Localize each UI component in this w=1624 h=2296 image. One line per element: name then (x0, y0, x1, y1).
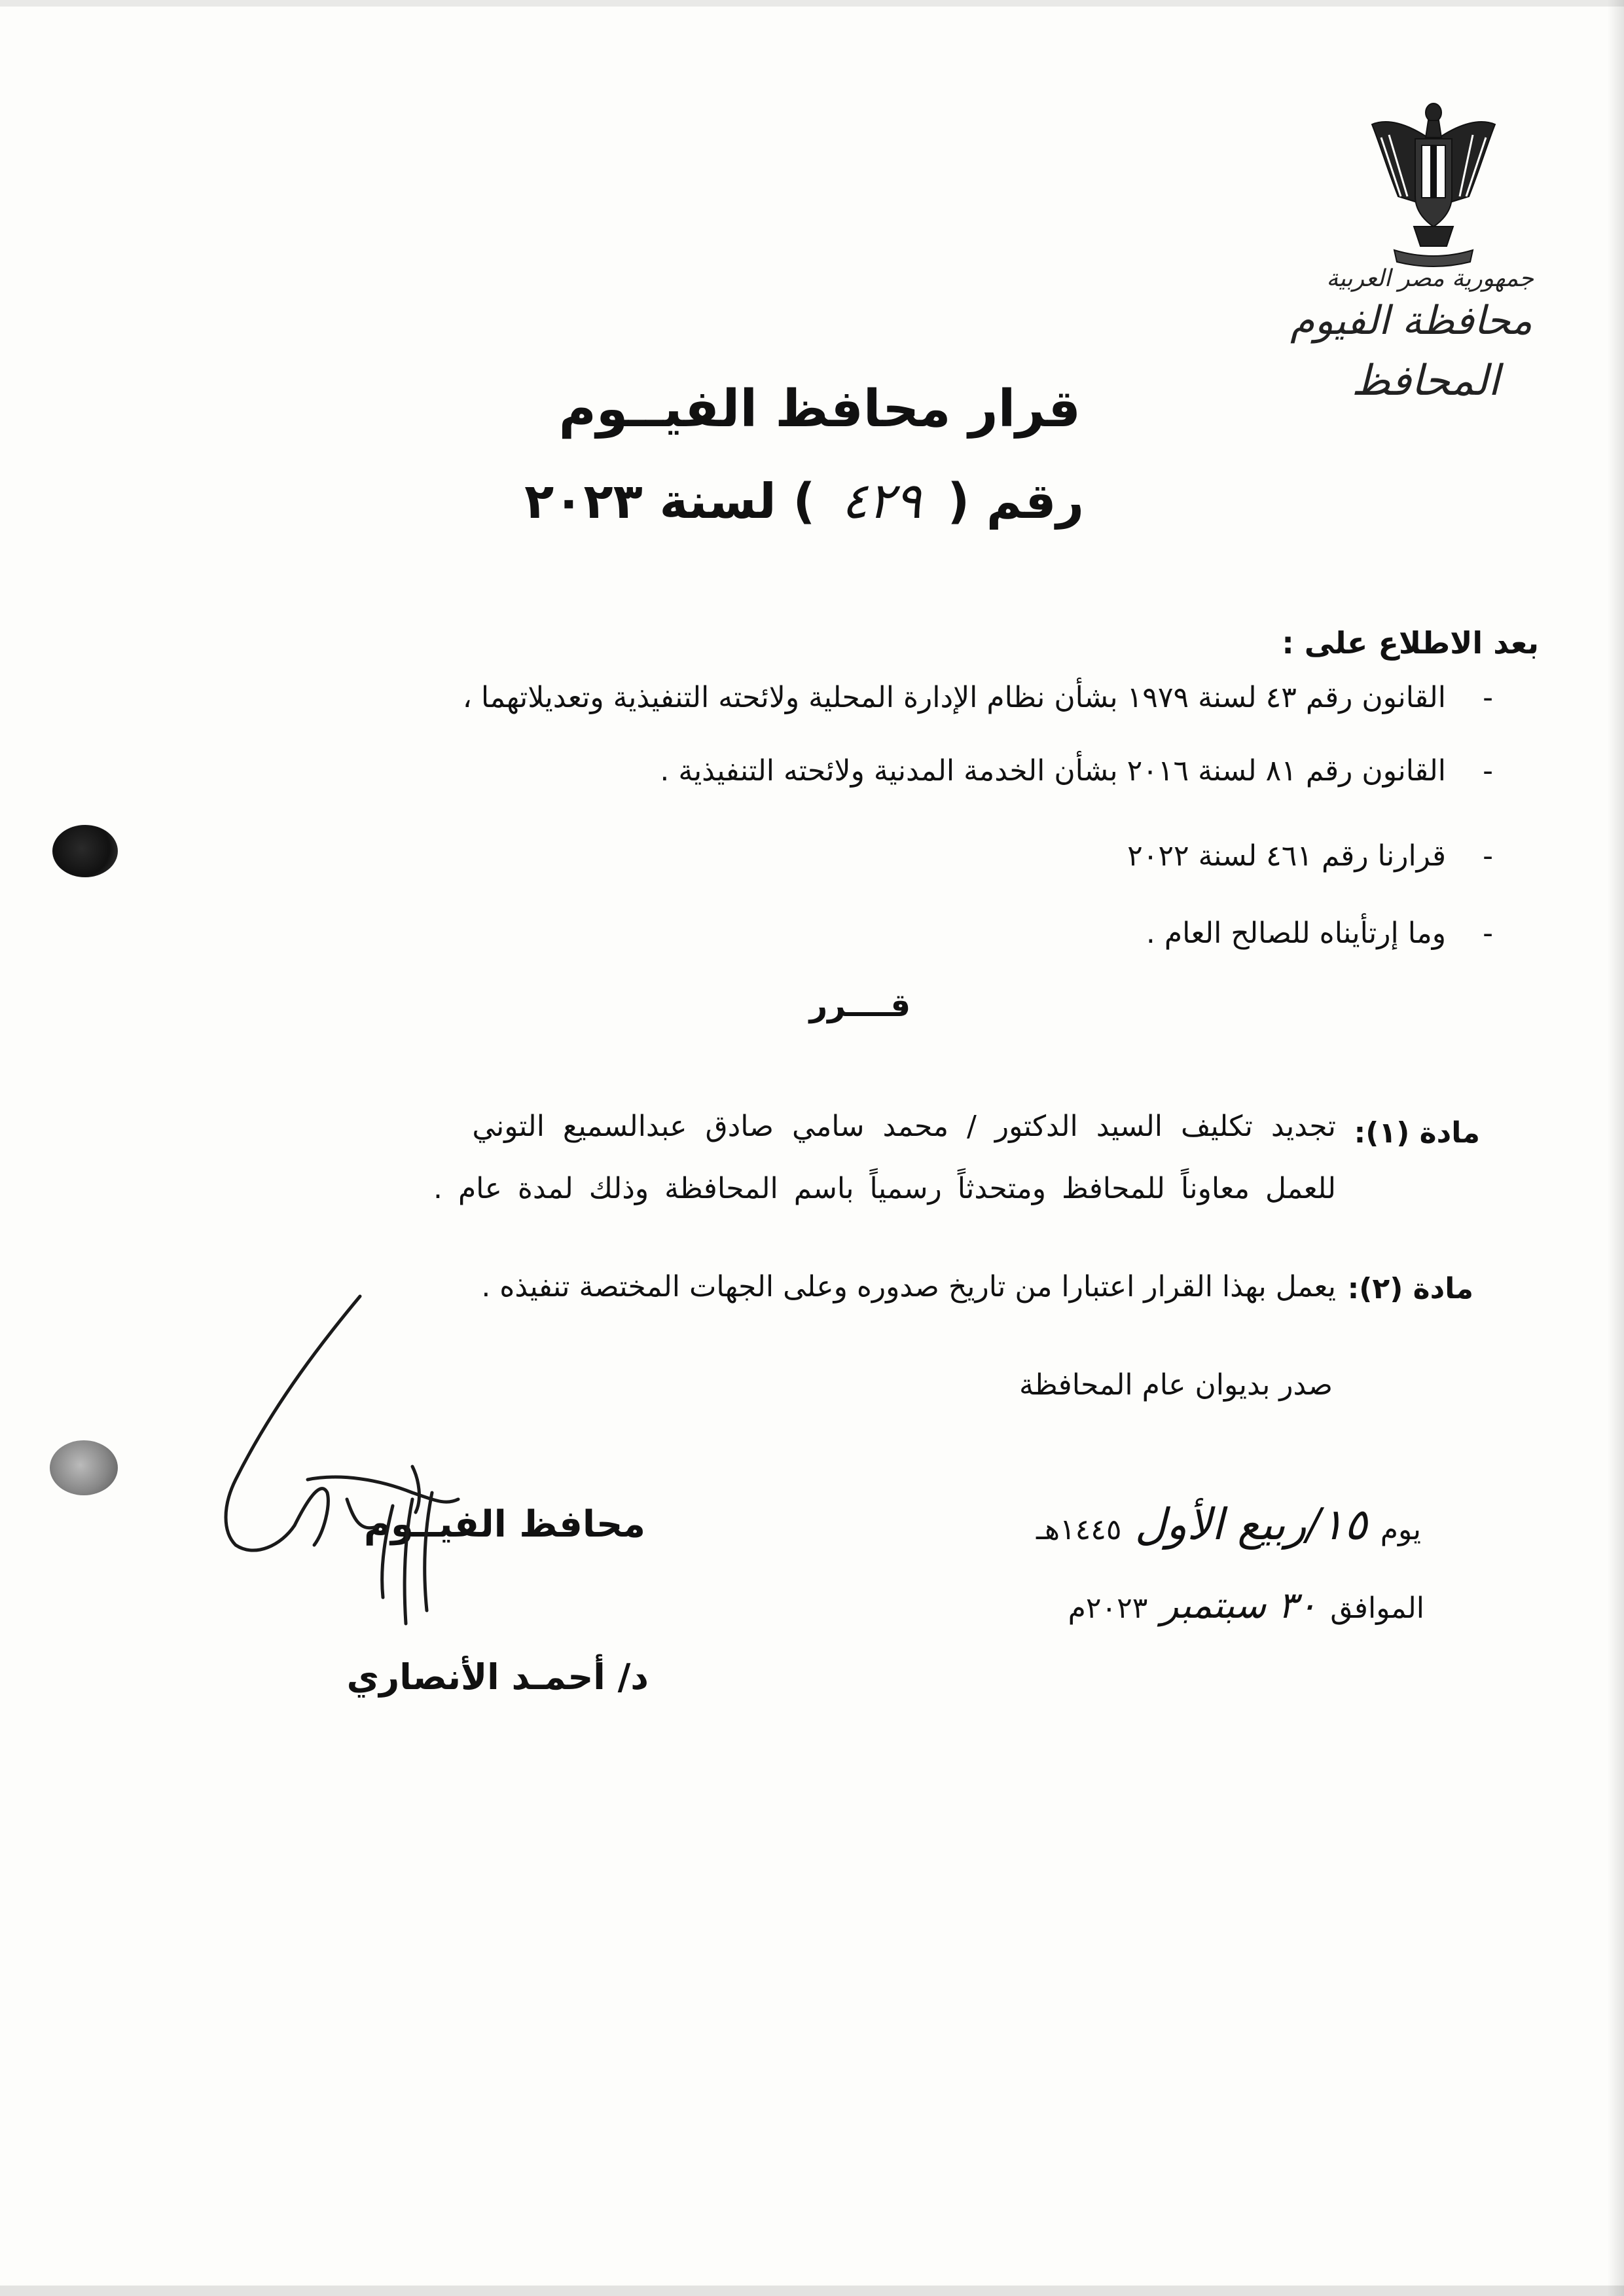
scan-edge-bottom (0, 2286, 1624, 2296)
gregorian-date-handwritten: ٣٠ سبتمبر (1161, 1584, 1318, 1627)
article-1-label: مادة (١): (1354, 1116, 1480, 1150)
article-1-line: تجديد تكليف السيد الدكتور / محمد سامي صادق عبدالسميع التوني (472, 1110, 1336, 1143)
decree-title: قرار محافظ الفيــوم (558, 380, 1081, 439)
number-suffix: ) لسنة ٢٠٢٣ (524, 473, 816, 530)
decree-number: ٤٢٩ (841, 471, 922, 530)
header-office: المحافظ (1351, 357, 1500, 405)
gregorian-year: ٢٠٢٣م (1068, 1592, 1148, 1625)
hijri-year: ١٤٤٥هـ (1036, 1513, 1122, 1546)
preamble-item: -القانون رقم ٨١ لسنة ٢٠١٦ بشأن الخدمة المدنية ولائحته التنفيذية . (660, 754, 1493, 788)
issued-at: صدر بديوان عام المحافظة (1019, 1368, 1333, 1402)
punch-hole-bottom (50, 1440, 118, 1495)
header-country: جمهورية مصر العربية (1326, 265, 1534, 292)
hijri-date-line: يوم ١٥/ربيع الأول ١٤٤٥هـ (1036, 1499, 1421, 1550)
scan-edge-top (0, 0, 1624, 7)
article-1-line: للعمل معاوناً للمحافظ ومتحدثاً رسمياً باسم المحافظة وذلك لمدة عام . (433, 1172, 1336, 1205)
gregorian-date-line: الموافق ٣٠ سبتمبر ٢٠٢٣م (1068, 1584, 1424, 1627)
signatory-title: محافظ الفيــوم (363, 1503, 645, 1546)
number-prefix: رقم ( (947, 473, 1084, 530)
preamble-item: -وما إرتأيناه للصالح العام . (1146, 917, 1493, 950)
preamble-item: -قرارنا رقم ٤٦١ لسنة ٢٠٢٢ (1127, 839, 1493, 873)
decides-heading: قــــرر (809, 987, 911, 1024)
eagle-emblem-icon (1368, 98, 1499, 268)
header-governorate: محافظة الفيوم (1290, 298, 1532, 344)
article-2-label: مادة (٢): (1347, 1272, 1473, 1305)
punch-hole-top (52, 825, 118, 877)
decree-number-line (524, 471, 1084, 530)
scan-edge-right (1607, 0, 1624, 2296)
article-2-line: يعمل بهذا القرار اعتبارا من تاريخ صدوره وعلى الجهات المختصة تنفيذه . (481, 1270, 1336, 1303)
preamble-heading: بعد الاطلاع على : (1282, 625, 1539, 661)
preamble-item: -القانون رقم ٤٣ لسنة ١٩٧٩ بشأن نظام الإدارة المحلية ولائحته التنفيذية وتعديلاتهما ، (462, 681, 1493, 714)
signatory-name: د/ أحمـد الأنصاري (346, 1656, 649, 1698)
handwritten-signature-icon (196, 1283, 537, 1650)
hijri-date-handwritten: ١٥/ربيع الأول (1134, 1499, 1367, 1550)
